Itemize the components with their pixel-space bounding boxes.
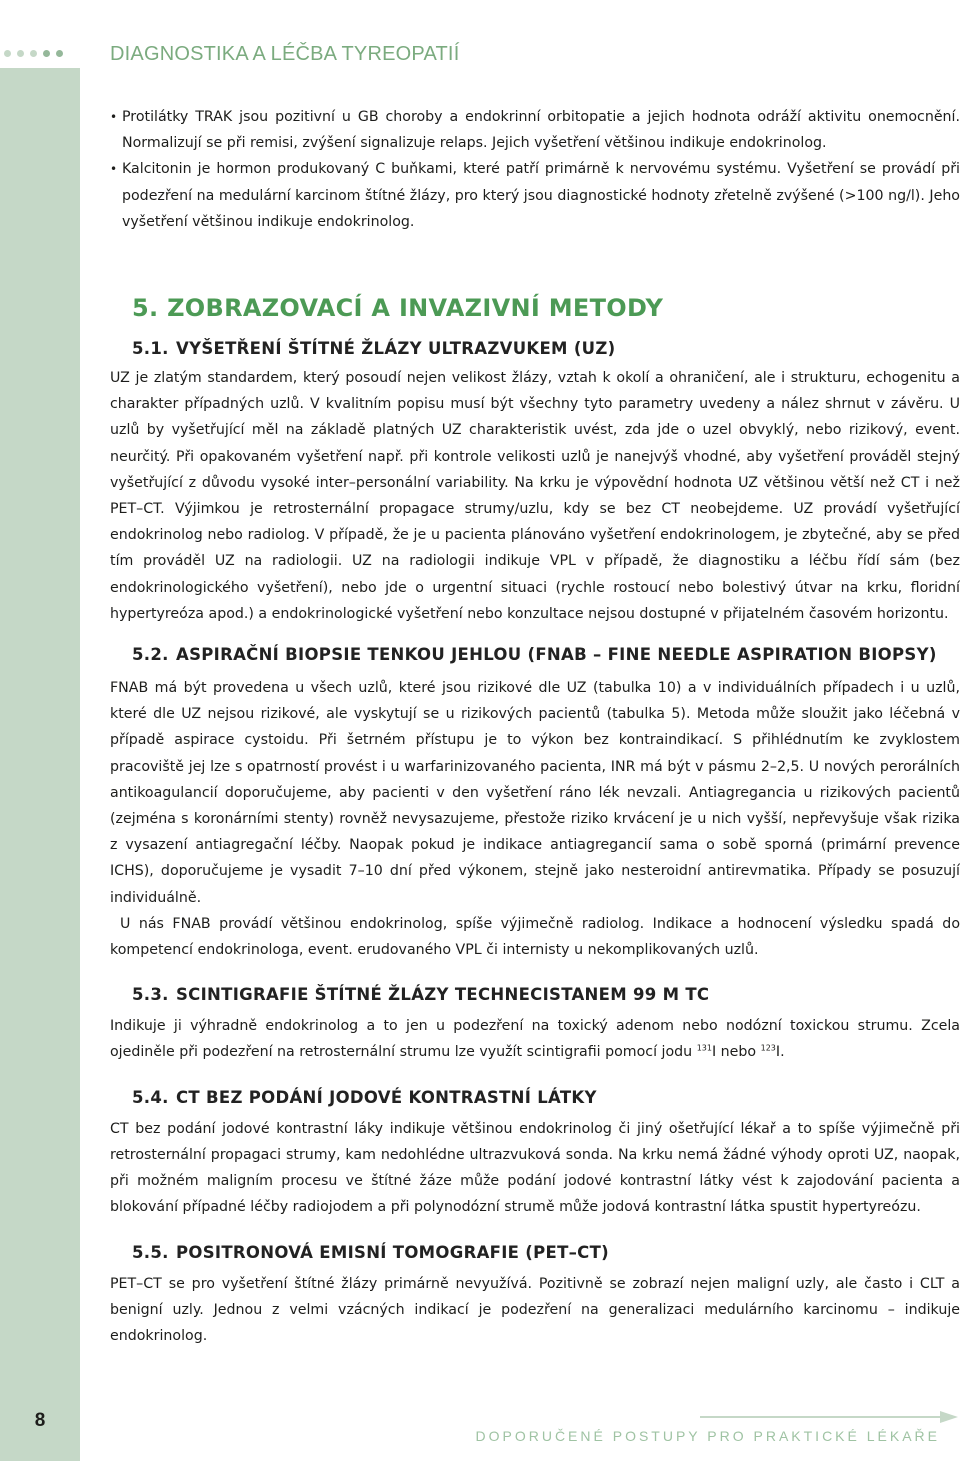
bullet-list xyxy=(110,104,960,235)
paragraph: U nás FNAB provádí většinou endokrinolog, spíše výjimečně radiolog. Indikace a hodnocení výsledku spadá do kompetencí endokrinologa, event. erudovaného VPL či internisty u nekomplikovaných uzlů. xyxy=(110,915,960,959)
subsection-number: 5.1. xyxy=(132,339,169,359)
superscript: 123 xyxy=(760,1043,776,1053)
subsection-number: 5.2. xyxy=(132,645,169,665)
decor-dot xyxy=(17,50,24,57)
side-bar xyxy=(0,68,80,1461)
text-run: Indikuje ji výhradně endokrinolog a to jen u podezření na toxický adenom nebo nodózní toxickou strumu. Zcela ojediněle při podezření na retrosternální strumu lze využít scintigrafii pomocí jodu xyxy=(110,1018,960,1061)
subsection-heading-5-2 xyxy=(132,643,960,667)
decor-dot xyxy=(4,50,11,57)
subsection-title: VYŠETŘENÍ ŠTÍTNÉ ŽLÁZY ULTRAZVUKEM (UZ) xyxy=(176,339,616,359)
page-number: 8 xyxy=(34,1410,46,1431)
running-header: DIAGNOSTIKA A LÉČBA TYREOPATIÍ xyxy=(110,43,460,65)
subsection-number: 5.5. xyxy=(132,1242,169,1262)
section-number: 5. xyxy=(132,294,159,323)
section-title: ZOBRAZOVACÍ A INVAZIVNÍ METODY xyxy=(167,294,664,323)
running-footer: DOPORUČENÉ POSTUPY PRO PRAKTICKÉ LÉKAŘE xyxy=(475,1428,940,1444)
subsection-title: ASPIRAČNÍ BIOPSIE TENKOU JEHLOU (FNAB – FINE NEEDLE ASPIRATION BIOPSY) xyxy=(176,645,937,665)
paragraph: UZ je zlatým standardem, který posoudí nejen velikost žlázy, vztah k okolí a ohraničení, ale i strukturu, echogenitu a charakter případných uzlů. V kvalitním popisu musí být všechny tyto parametry uvedeny a nález shrnut v závěru. U uzlů by vyšetřující měl na základě platných UZ charakteristik uvést, zda jde o uzel obvyklý, nebo rizikový, event. neurčitý. Při opakovaném vyšetření např. při kontrole velikosti uzlů je nanejvýš vhodné, aby vyšetření prováděl stejný vyšetřující z důvodu vysoké inter–personální variability. Na krku je výpovědní hodnota UZ většinou větší než CT i než PET–CT. Výjimkou je retrosternální propagace strumy/uzlu, kdy se bez CT neobejdeme. UZ provádí vyšetřující endokrinolog nebo radiolog. V případě, že je u pacienta plánováno vyšetření endokrinologem, je zbytečné, aby se před tím prováděl UZ na radiologii. UZ na radiologii indikuje VPL v případě, že diagnostiku a léčbu řídí sám (bez endokrinologického vyšetření), nebo jde o urgentní situaci (rychle rostoucí nebo bolestivý útvar na krku, floridní hypertyreóza apod.) a endokrinologické vyšetření nebo konzultace nejsou dostupné v přijatelném časovém horizontu. xyxy=(110,370,960,622)
subsection-number: 5.4. xyxy=(132,1087,169,1107)
paragraph: CT bez podání jodové kontrastní láky indikuje většinou endokrinolog či jiný ošetřující lékař a to spíše výjimečně při retrosternální propagaci strumy, kam nedohlédne ultrazvuková sonda. Na krku nemá žádné výhody oproti UZ, naopak, při možném maligním procesu ve štítné žáze může podání jodové kontrastní látky vést k zajodování pacienta a blokování případné léčby radiojodem a při polynodózní strumě může jodová kontrastní látka spustit hypertyreózu. xyxy=(110,1120,960,1216)
subsection-title: POSITRONOVÁ EMISNÍ TOMOGRAFIE (PET–CT) xyxy=(176,1242,609,1262)
decor-dot xyxy=(43,50,50,57)
footer-arrow-icon xyxy=(700,1410,960,1424)
subsection-heading-5-5 xyxy=(132,1241,960,1265)
bullet-item: • Kalcitonin je hormon produkovaný C buňkami, které patří primárně k nervovému systému. Vyšetření se provádí při podezření na medulární karcinom štítné žlázy, pro který jsou diagnostické hodnoty zřetelně zvýšené (>100 ng/l). Jeho vyšetření většinou indikuje endokrinolog. xyxy=(110,156,960,235)
subsection-heading-5-3 xyxy=(132,983,960,1007)
text-run: I nebo xyxy=(711,1044,761,1061)
page-content xyxy=(110,104,960,1349)
decor-dot xyxy=(30,50,37,57)
superscript: 131 xyxy=(696,1043,712,1053)
text-run: I. xyxy=(775,1044,785,1061)
subsection-heading-5-1 xyxy=(132,337,960,361)
subsection-number: 5.3. xyxy=(132,985,169,1005)
decor-dot xyxy=(56,50,63,57)
subsection-title: SCINTIGRAFIE ŠTÍTNÉ ŽLÁZY TECHNECISTANEM 99 M TC xyxy=(176,985,710,1005)
paragraph: PET–CT se pro vyšetření štítné žlázy primárně nevyužívá. Pozitivně se zobrazí nejen maligní uzly, ale často i CLT a benigní uzly. Jednou z velmi vzácných indikací je podezření na generalizaci medulárního karcinomu – indikuje endokrinolog. xyxy=(110,1275,960,1344)
subsection-heading-5-4 xyxy=(132,1086,960,1110)
bullet-item: • Protilátky TRAK jsou pozitivní u GB choroby a endokrinní orbitopatie a jejich hodnota odráží aktivitu onemocnění. Normalizují se při remisi, zvýšení signalizuje relaps. Jejich vyšetření většinou indikuje endokrinolog. xyxy=(110,104,960,156)
section-heading xyxy=(132,293,960,323)
subsection-title: CT BEZ PODÁNÍ JODOVÉ KONTRASTNÍ LÁTKY xyxy=(176,1087,597,1107)
header-dots xyxy=(4,50,63,57)
paragraph: FNAB má být provedena u všech uzlů, které jsou rizikové dle UZ (tabulka 10) a v individuálních případech i u uzlů, které dle UZ nejsou rizikové, ale vyskytují se u rizikových pacientů (tabulka 5). Metoda může sloužit jako léčebná v případě aspirace cystoidu. Při šetrném přístupu je to výkon bez kontraindikací. S přihlédnutím ke zvyklostem pracoviště jej lze s opatrností provést i u warfarinizovaného pacienta, INR má být v pásmu 2–2,5. U nových perorálních antikoagulancií doporučujeme, aby pacienti v den vyšetření ráno lék nevzali. Antiagregancia u rizikových pacientů (zejména s koronárními stenty) rovněž nevysazujeme, přestože riziko krvácení je u nich vyšší, nepřevyšuje však rizika z vysazení antiagregační léčby. Naopak pokud je indikace antiagregancií sama o sobě sporná (primární prevence ICHS), doporučujeme je vysadit 7–10 dní před výkonem, stejně jako nesteroidní antirevmatika. Případy se posuzují individuálně. xyxy=(110,680,960,906)
paragraph xyxy=(110,1013,960,1065)
